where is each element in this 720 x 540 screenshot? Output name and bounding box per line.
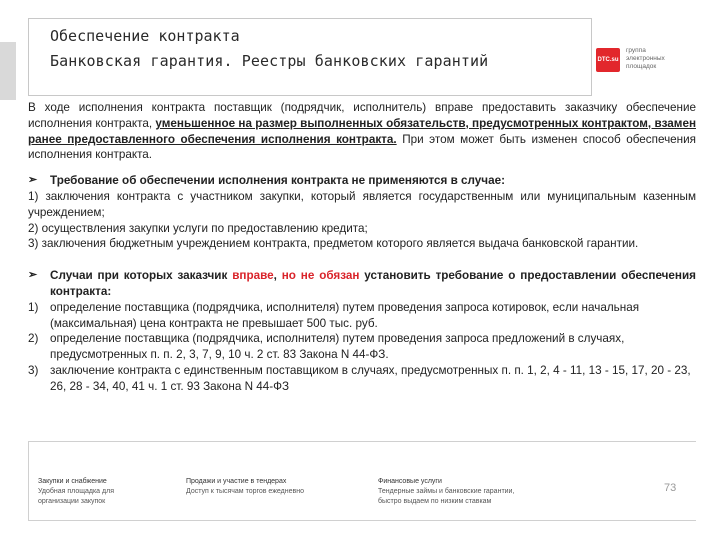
- logo-text: [626, 47, 665, 71]
- list-item: 1) заключения контракта с участником закупки, который является государственным или муниципальным казенным учреждением;: [28, 189, 696, 219]
- logo-text-line-2: электронных: [626, 55, 665, 62]
- item-number: 2): [28, 332, 39, 346]
- footer-frame: [28, 441, 696, 521]
- heading-red-vprave: вправе: [232, 269, 274, 283]
- section-optional-heading: [28, 268, 696, 300]
- arrow-bullet-icon: ➢: [28, 269, 38, 282]
- section-exceptions-heading: [28, 173, 696, 189]
- list-item: [28, 363, 696, 395]
- heading-part-b: установить требование о предоставлении обеспечения контракта:: [50, 269, 696, 298]
- footer-col-line: Тендерные займы и банковские гарантии,: [378, 488, 515, 495]
- footer-col-sales: [186, 477, 304, 497]
- section-optional: [28, 268, 696, 394]
- item-number: 3): [28, 363, 39, 377]
- footer-col-title: Финансовые услуги: [378, 478, 442, 485]
- section-exceptions-heading-text: Требование об обеспечении исполнения контракта не применяются в случае:: [50, 174, 505, 188]
- list-item: [28, 331, 696, 363]
- arrow-bullet-icon: ➢: [28, 174, 38, 187]
- logo-mark: DTC.su: [596, 48, 620, 72]
- footer-col-title: Закупки и снабжение: [38, 478, 107, 485]
- footer-col-finance: [378, 477, 514, 507]
- footer-col-line: быстро выдаем по низким ставкам: [378, 498, 492, 505]
- title-line-1: Обеспечение контракта: [50, 27, 240, 45]
- intro-underlined: уменьшенное на размер выполненных обязательств, предусмотренных контрактом, взамен ранее предоставленного обеспечения исполнения контракта.: [28, 116, 696, 146]
- list-item: 2) осуществления закупки услуги по предоставлению кредита;: [28, 221, 368, 235]
- heading-part-a: Случаи при которых заказчик: [50, 269, 233, 283]
- item-number: 1): [28, 300, 39, 314]
- item-text: определение поставщика (подрядчика, исполнителя) путем проведения запроса котировок, если начальная (максимальная) цена контракта не превышает 500 тыс. руб.: [50, 300, 640, 330]
- intro-part-1: В ходе исполнения контракта поставщик (подрядчик, исполнитель) вправе предоставить заказчику обеспечение исполнения контракта,: [28, 101, 696, 130]
- heading-comma: ,: [273, 269, 282, 283]
- logo-text-line-1: группа: [626, 47, 646, 54]
- title-line-2: Банковская гарантия. Реестры банковских гарантий: [50, 52, 489, 70]
- section-exceptions: [28, 173, 696, 252]
- footer-col-line: организации закупок: [38, 498, 106, 505]
- section-optional-heading-text: [50, 268, 696, 300]
- optional-cases-list: [28, 300, 696, 395]
- intro-part-2: При этом может быть изменен способ обеспечения исполнения контракта.: [28, 132, 696, 162]
- logo-text-line-3: площадок: [626, 63, 657, 70]
- footer-col-title: Продажи и участие в тендерах: [186, 478, 287, 485]
- item-text: определение поставщика (подрядчика, исполнителя) путем проведения запроса предложений в случаях, предусмотренных п. п. 2, 3, 7, 9, 10 ч. 2 ст. 83 Закона N 44-ФЗ.: [50, 332, 625, 362]
- footer-col-purchases: [38, 477, 114, 507]
- left-accent-bar: [0, 42, 16, 100]
- footer-col-line: Доступ к тысячам торгов ежедневно: [186, 488, 304, 495]
- item-text: заключение контракта с единственным поставщиком в случаях, предусмотренных п. п. 1, 2, 4 - 11, 13 - 15, 17, 20 - 23, 26, 28 - 34, 40, 41 ч. 1 ст. 93 Закона N 44-ФЗ: [50, 363, 691, 393]
- list-item: 3) заключения бюджетным учреждением контракта, предметом которого является выдача банковской гарантии.: [28, 237, 639, 251]
- list-item: [28, 300, 696, 332]
- heading-red-ne-obyazan: но не обязан: [281, 269, 360, 283]
- footer-col-line: Удобная площадка для: [38, 488, 114, 495]
- intro-paragraph: [28, 100, 696, 163]
- main-content: [28, 100, 696, 395]
- page-number: 73: [664, 482, 677, 494]
